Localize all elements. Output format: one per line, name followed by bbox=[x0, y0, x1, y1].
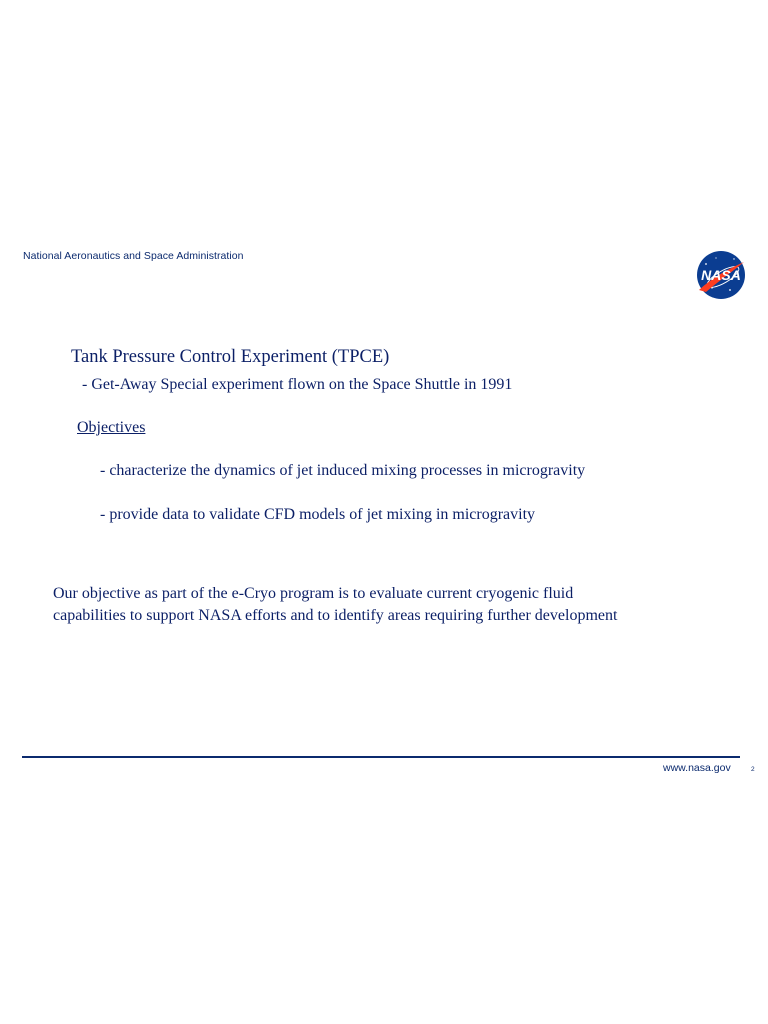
footer-url: www.nasa.gov bbox=[663, 762, 731, 774]
objectives-heading: Objectives bbox=[77, 419, 146, 436]
slide-subtitle: - Get-Away Special experiment flown on the Space Shuttle in 1991 bbox=[82, 376, 513, 393]
footer-divider bbox=[22, 756, 740, 758]
statement-line: Our objective as part of the e-Cryo program is to evaluate current cryogenic fluid bbox=[53, 585, 574, 602]
objective-item: - provide data to validate CFD models of jet mixing in microgravity bbox=[100, 506, 536, 523]
objective-item: - characterize the dynamics of jet induced mixing processes in microgravity bbox=[100, 462, 586, 479]
statement-line: capabilities to support NASA efforts and to identify areas requiring further development bbox=[53, 607, 618, 624]
slide-title: Tank Pressure Control Experiment (TPCE) bbox=[71, 347, 390, 367]
svg-text:NASA: NASA bbox=[701, 267, 741, 283]
agency-name: National Aeronautics and Space Administration bbox=[23, 250, 244, 262]
page-number: 2 bbox=[751, 766, 755, 773]
nasa-logo bbox=[694, 248, 748, 302]
program-statement bbox=[53, 583, 753, 627]
